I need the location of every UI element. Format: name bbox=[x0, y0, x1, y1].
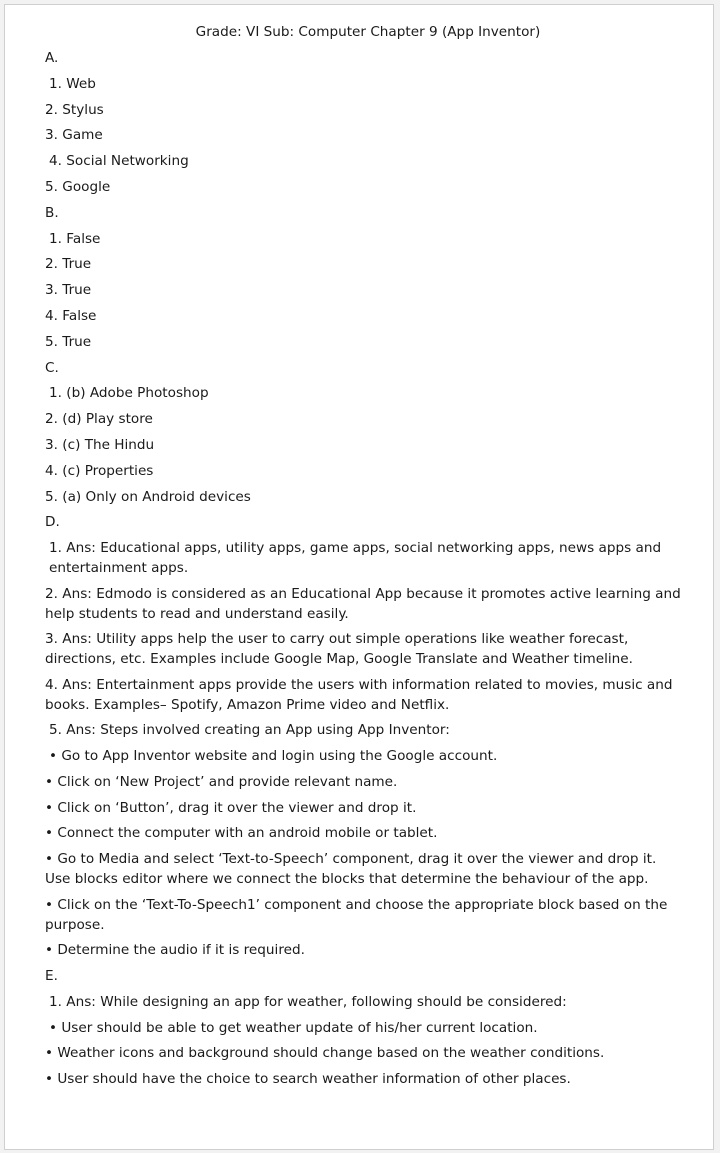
section-heading-a: A. bbox=[45, 50, 59, 66]
bullet-item: • Go to App Inventor website and login using the Google account. bbox=[49, 747, 498, 764]
answer-item: 2. (d) Play store bbox=[45, 411, 153, 428]
answer-paragraph: 1. Ans: Educational apps, utility apps, game apps, social networking apps, news apps and entertainment apps. bbox=[49, 540, 662, 577]
answer-item: 3. True bbox=[45, 282, 92, 299]
bullet-item: • Click on ‘New Project’ and provide relevant name. bbox=[45, 773, 398, 790]
answer-item: 3. (c) The Hindu bbox=[45, 436, 155, 453]
answer-item: 5. (a) Only on Android devices bbox=[45, 488, 251, 505]
answer-paragraph: 1. Ans: While designing an app for weather, following should be considered: bbox=[49, 993, 567, 1010]
answer-item: 2. Stylus bbox=[45, 101, 104, 118]
section-heading-e: E. bbox=[45, 967, 58, 984]
answer-item: 4. Social Networking bbox=[49, 153, 189, 170]
answer-item: 1. (b) Adobe Photoshop bbox=[49, 385, 209, 402]
answer-item: 3. Game bbox=[45, 127, 103, 144]
bullet-item: • User should have the choice to search weather information of other places. bbox=[45, 1071, 571, 1088]
page-title: Grade: VI Sub: Computer Chapter 9 (App Inventor) bbox=[195, 24, 541, 40]
bullet-item: • User should be able to get weather update of his/her current location. bbox=[49, 1019, 538, 1036]
answer-item: 2. True bbox=[45, 256, 92, 273]
bullet-item: • Connect the computer with an android mobile or tablet. bbox=[45, 825, 438, 842]
bullet-item: • Determine the audio if it is required. bbox=[45, 942, 305, 959]
bullet-item: • Click on ‘Button’, drag it over the viewer and drop it. bbox=[45, 799, 417, 816]
answer-paragraph: 4. Ans: Entertainment apps provide the users with information related to movies, music and books. Examples– Spotify, Amazon Prime video and Netflix. bbox=[45, 676, 673, 713]
answer-paragraph: 2. Ans: Edmodo is considered as an Educational App because it promotes active learning and help students to read and understand easily. bbox=[45, 585, 681, 622]
answer-item: 5. True bbox=[45, 333, 92, 350]
answer-paragraph: 3. Ans: Utility apps help the user to carry out simple operations like weather forecast, directions, etc. Examples include Google Map, Google Translate and Weather timeline. bbox=[45, 631, 633, 668]
answer-paragraph: 5. Ans: Steps involved creating an App using App Inventor: bbox=[49, 722, 450, 739]
section-heading-d: D. bbox=[45, 514, 60, 531]
answer-item: 4. (c) Properties bbox=[45, 462, 154, 479]
answer-item: 1. Web bbox=[49, 75, 96, 92]
bullet-item: • Go to Media and select ‘Text-to-Speech’ component, drag it over the viewer and drop it. Use blocks editor where we connect the blocks that determine the behaviour of the app. bbox=[45, 851, 657, 888]
answer-item: 4. False bbox=[45, 307, 97, 324]
section-heading-c: C. bbox=[45, 359, 59, 376]
answer-item: 1. False bbox=[49, 230, 101, 247]
document-content bbox=[45, 22, 685, 1095]
bullet-item: • Weather icons and background should change based on the weather conditions. bbox=[45, 1045, 605, 1062]
section-heading-b: B. bbox=[45, 204, 59, 221]
answer-item: 5. Google bbox=[45, 178, 111, 195]
bullet-item: • Click on the ‘Text-To-Speech1’ component and choose the appropriate block based on the purpose. bbox=[45, 896, 668, 933]
document-page bbox=[4, 4, 714, 1150]
